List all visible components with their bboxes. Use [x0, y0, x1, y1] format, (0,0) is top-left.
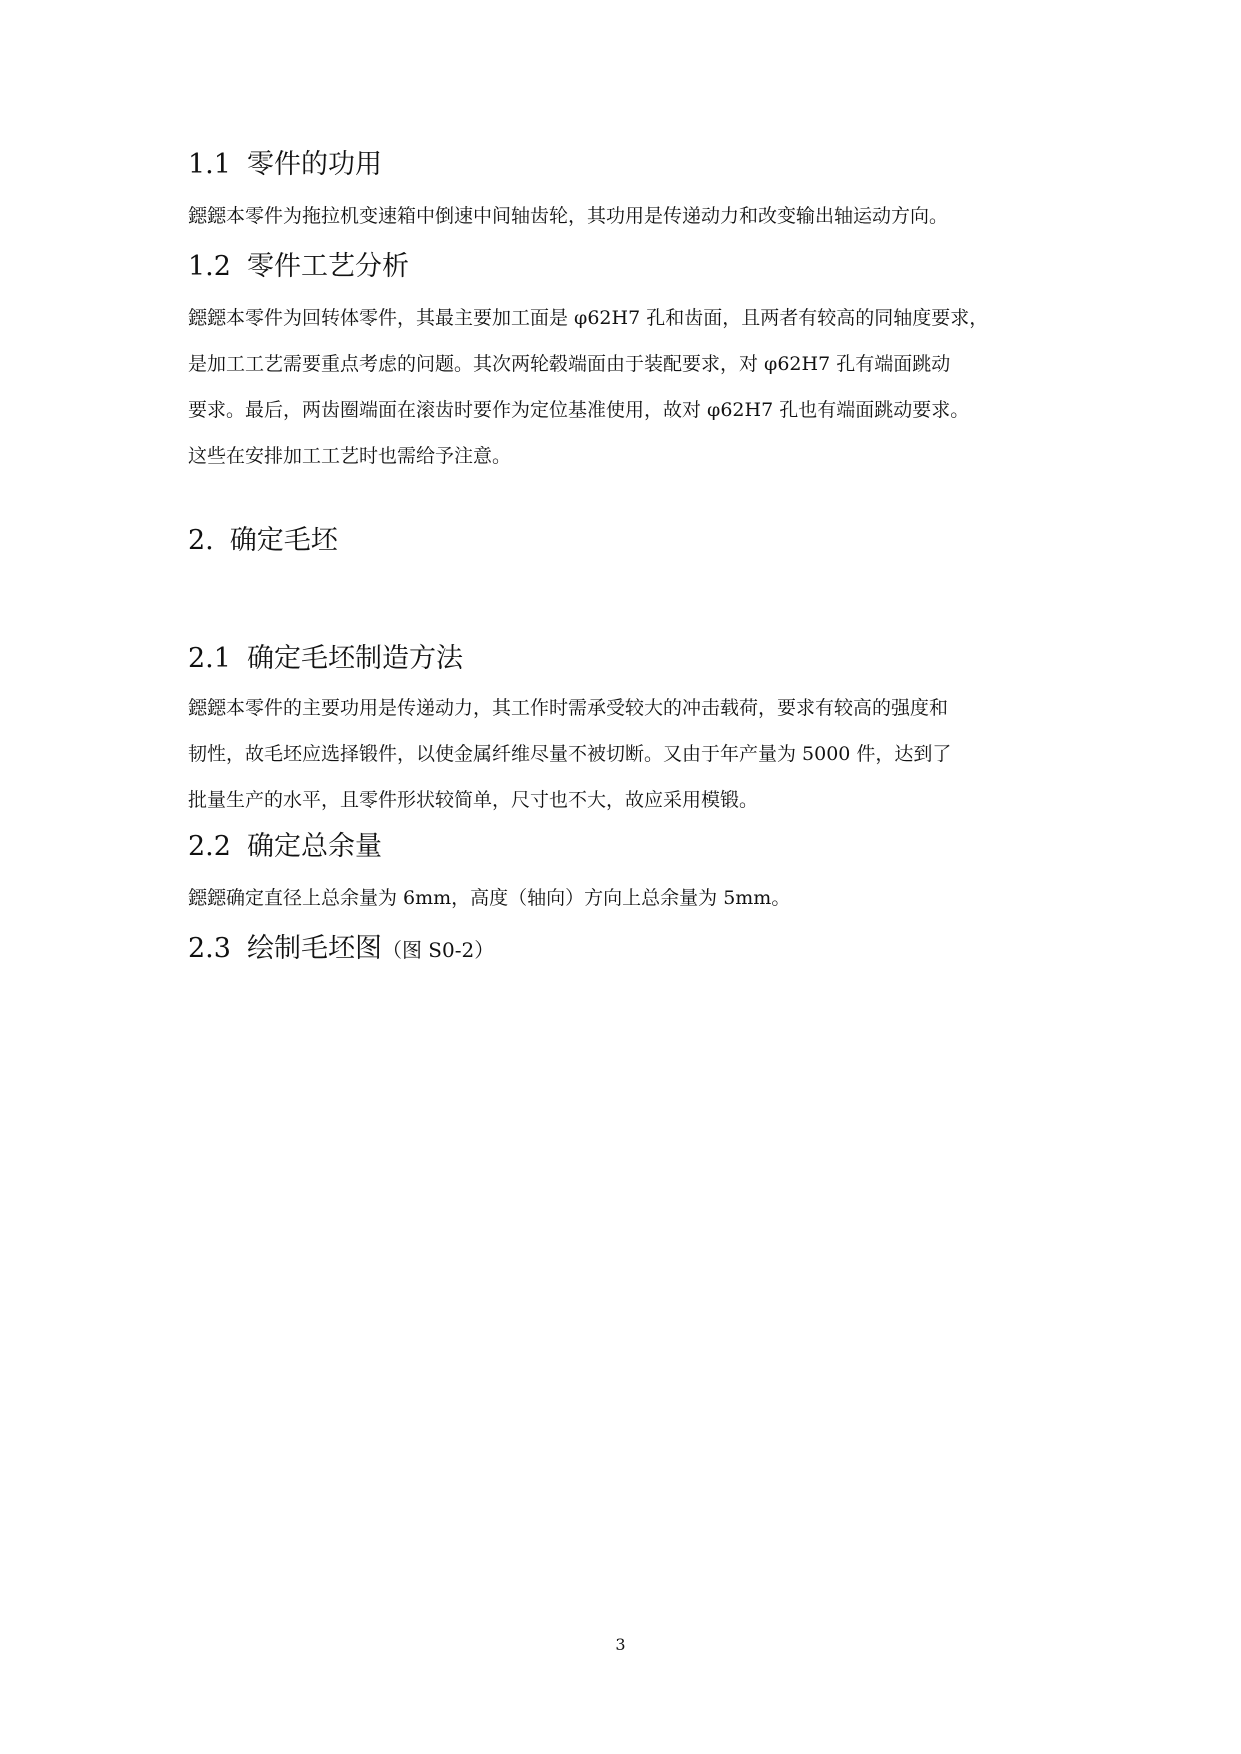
- heading-number: 2.: [188, 525, 214, 556]
- paragraph-line: 韧性，故毛坯应选择锻件，以使金属纤维尽量不被切断。又由于年产量为 5000 件，达到了: [188, 743, 952, 765]
- paragraph-line: 要求。最后，两齿圈端面在滚齿时要作为定位基准使用，故对 φ62H7 孔也有端面跳动要求。: [188, 399, 970, 421]
- heading-title: 确定毛坯: [229, 525, 338, 556]
- heading-title: 零件的功用: [246, 149, 382, 180]
- paragraph-line: 鐚鐚本零件为回转体零件，其最主要加工面是 φ62H7 孔和齿面，且两者有较高的同轴度要求，: [188, 307, 989, 329]
- paragraph-line: 鐚鐚本零件的主要功用是传递动力，其工作时需承受较大的冲击载荷，要求有较高的强度和: [188, 697, 949, 719]
- heading-number: 2.3: [188, 933, 231, 964]
- paragraph-line: 鐚鐚确定直径上总余量为 6mm，高度（轴向）方向上总余量为 5mm。: [188, 887, 791, 909]
- paragraph-line: 是加工工艺需要重点考虑的问题。其次两轮毂端面由于装配要求，对 φ62H7 孔有端面跳动: [188, 353, 951, 375]
- heading-number: 1.1: [188, 149, 231, 180]
- paragraph-1-1: [188, 193, 1058, 239]
- paragraph-1-2: [188, 295, 1058, 479]
- heading-title: 确定毛坯制造方法: [246, 643, 463, 674]
- heading-number: 2.1: [188, 643, 231, 674]
- paragraph-2-1: [188, 685, 1058, 823]
- heading-number: 1.2: [188, 251, 231, 282]
- heading-figure-note: （图 S0-2）: [381, 938, 495, 962]
- heading-2-1: [188, 642, 463, 676]
- heading-2: [188, 524, 338, 558]
- paragraph-line: 鐚鐚本零件为拖拉机变速箱中倒速中间轴齿轮，其功用是传递动力和改变输出轴运动方向。: [188, 205, 949, 227]
- heading-1-1: [188, 148, 382, 182]
- paragraph-line: 批量生产的水平，且零件形状较简单，尺寸也不大，故应采用模锻。: [188, 789, 759, 811]
- heading-title: 绘制毛坯图: [246, 933, 382, 964]
- heading-2-2: [188, 830, 382, 864]
- paragraph-2-2: [188, 875, 1058, 921]
- heading-title: 零件工艺分析: [246, 251, 409, 282]
- paragraph-line: 这些在安排加工工艺时也需给予注意。: [188, 445, 512, 467]
- page-number: 3: [615, 1635, 626, 1654]
- heading-1-2: [188, 250, 409, 284]
- heading-2-3: [188, 932, 494, 967]
- heading-number: 2.2: [188, 831, 231, 862]
- heading-title: 确定总余量: [246, 831, 382, 862]
